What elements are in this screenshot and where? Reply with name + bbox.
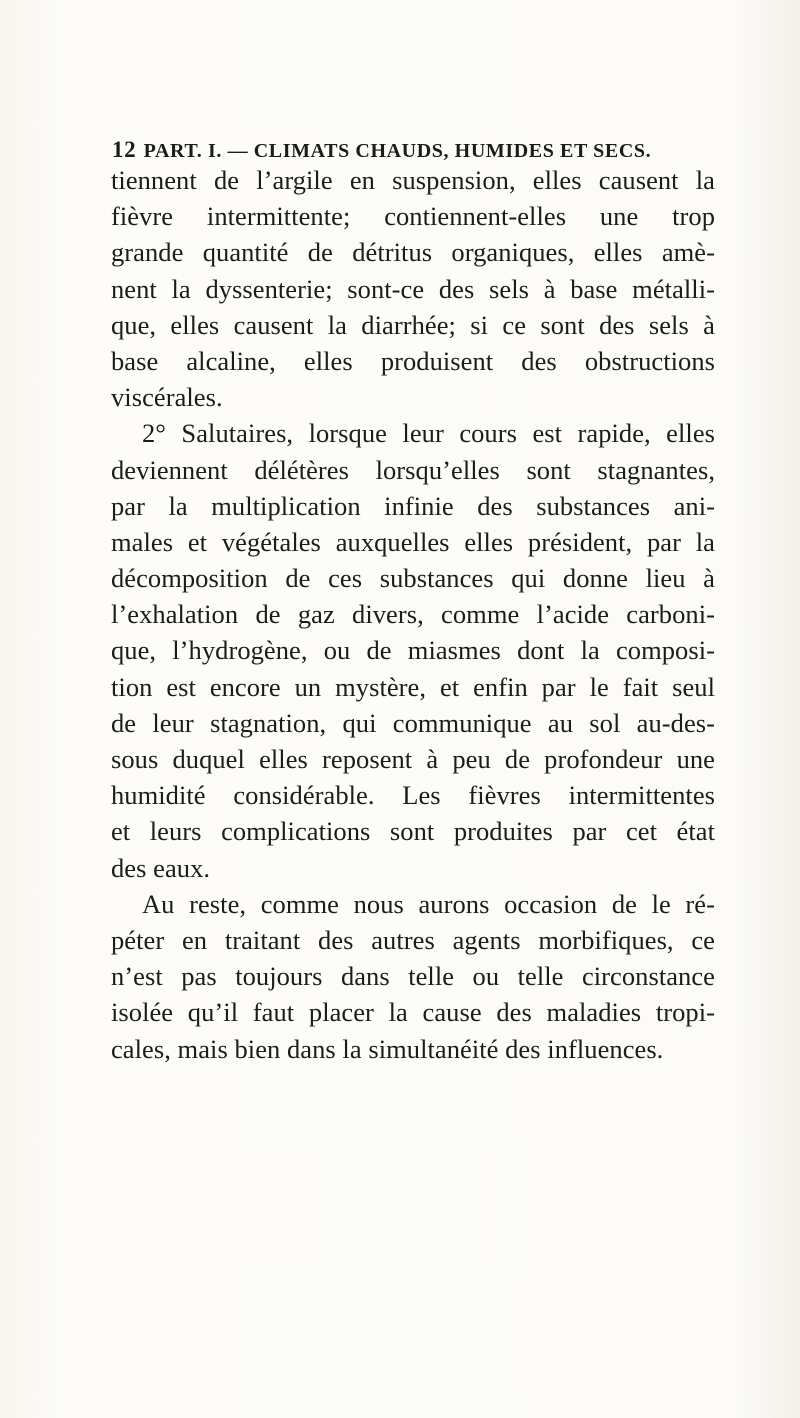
text-line: tion est encore un mystère, et enfin par le fait seul <box>111 671 715 702</box>
text-line: base alcaline, elles produisent des obstructions <box>111 345 715 376</box>
text-line: que, elles causent la diarrhée; si ce sont des sels à <box>111 309 715 340</box>
text-line: cales, mais bien dans la simultanéité des influences. <box>111 1033 664 1064</box>
text-line: Au reste, comme nous aurons occasion de le ré- <box>142 888 715 919</box>
text-line: décomposition de ces substances qui donne lieu à <box>111 563 715 594</box>
text-line: et leurs complications sont produites par cet état <box>111 816 715 847</box>
text-line: n’est pas toujours dans telle ou telle circonstance <box>111 961 715 992</box>
text-line: que, l’hydrogène, ou de miasmes dont la composi- <box>111 635 715 666</box>
text-line: grande quantité de détritus organiques, elles amè- <box>111 237 715 268</box>
text-line: péter en traitant des autres agents morbifiques, ce <box>111 924 715 955</box>
running-head: PART. I. — CLIMATS CHAUDS, HUMIDES ET SECS. <box>143 140 652 162</box>
page-number: 12 <box>112 137 137 162</box>
text-line: males et végétales auxquelles elles président, par la <box>111 526 715 557</box>
text-line: 2° Salutaires, lorsque leur cours est rapide, elles <box>142 418 715 449</box>
text-line: l’exhalation de gaz divers, comme l’acide carboni- <box>111 599 715 630</box>
text-line: tiennent de l’argile en suspension, elles causent la <box>111 165 715 195</box>
text-line: par la multiplication infinie des substances ani- <box>111 490 715 521</box>
body-text <box>111 162 715 1067</box>
text-line: deviennent délétères lorsqu’elles sont stagnantes, <box>111 454 715 485</box>
text-line: sous duquel elles reposent à peu de profondeur une <box>111 744 715 774</box>
text-line: isolée qu’il faut placer la cause des maladies tropi- <box>111 997 715 1028</box>
text-line: humidité considérable. Les fièvres intermittentes <box>111 780 715 811</box>
text-line: des eaux. <box>111 852 211 883</box>
text-line: viscérales. <box>111 382 223 413</box>
text-line: nent la dyssenterie; sont-ce des sels à base métalli- <box>111 273 715 304</box>
text-line: fièvre intermittente; contiennent-elles une trop <box>111 201 715 232</box>
text-line: de leur stagnation, qui communique au sol au-des- <box>111 707 715 738</box>
